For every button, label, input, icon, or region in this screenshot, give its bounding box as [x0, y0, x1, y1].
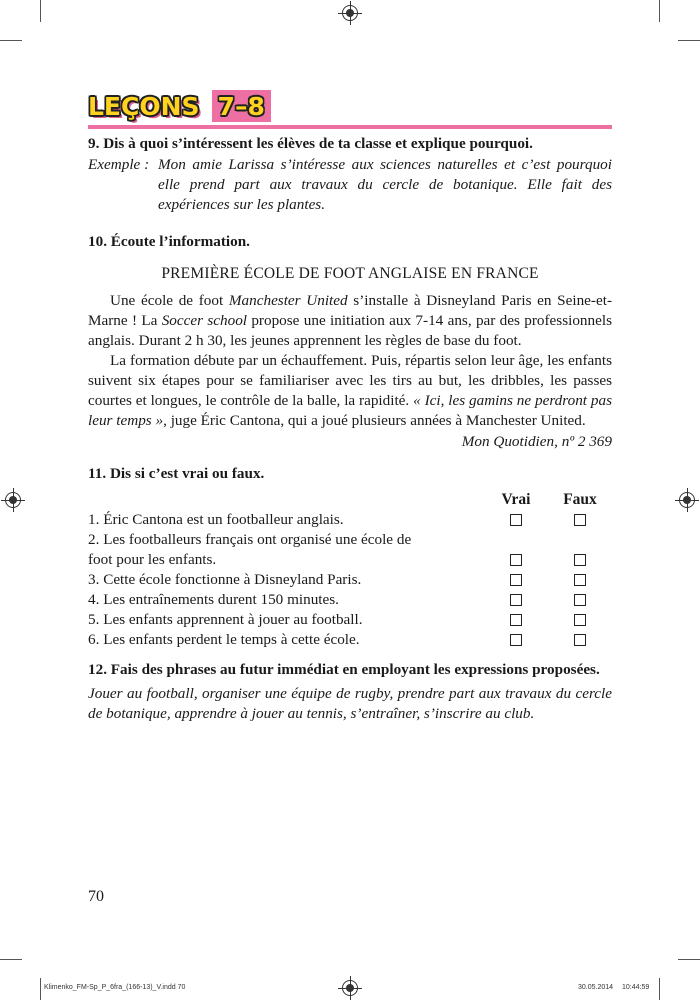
text-span: , juge Éric Cantona, qui a joué plusieurs années à Manchester United. — [163, 412, 586, 429]
true-checkbox[interactable] — [510, 514, 522, 526]
crop-mark-top-left-h — [0, 40, 22, 41]
statement-text: 1. Éric Cantona est un footballeur anglais. — [88, 511, 344, 528]
false-checkbox[interactable] — [574, 594, 586, 606]
true-checkbox[interactable] — [510, 634, 522, 646]
crop-mark-bottom-left-h — [0, 959, 22, 960]
exercise-12-text: Jouer au football, organiser une équipe de rugby, prendre part aux travaux du cercle de botanique, apprendre à jouer au tennis, s’entraîner, s’inscrire au club. — [88, 685, 612, 722]
column-false: Faux — [563, 491, 597, 508]
text-span: La formation débute par un échauffement. Puis, répartis selon leur âge, les enfants suivent six étapes pour se familiariser avec les tirs au but, les dribbles, les passes courtes et longues, le contrôle de la balle, la rapidité. — [88, 352, 612, 409]
false-checkbox[interactable] — [574, 614, 586, 626]
page-number: 70 — [88, 888, 104, 905]
exercise-9-title: 9. Dis à quoi s’intéressent les élèves de ta classe et explique pourquoi. — [88, 135, 533, 152]
statement-row — [88, 570, 612, 590]
source-name: Mon Quotidien — [461, 433, 555, 450]
true-checkbox[interactable] — [510, 614, 522, 626]
footer-file: Klimenko_FM-Sp_P_6fra_(166-13)_V.indd 70 — [44, 984, 186, 991]
statement-text: 6. Les enfants perdent le temps à cette école. — [88, 631, 360, 648]
statement-row — [88, 630, 612, 650]
statement-row — [88, 590, 612, 610]
source-number: , nº 2 369 — [554, 433, 612, 450]
statement-text: 2. Les footballeurs français ont organisé une école de foot pour les enfants. — [88, 531, 412, 568]
registration-mark-right — [679, 492, 695, 508]
text-span: propose une initiation aux 7-14 ans, par des professionnels anglais. Durant 2 h 30, les jeunes apprennent les règles de base du foot. — [88, 312, 612, 349]
exercise-9-example — [88, 155, 612, 215]
footer-date: 30.05.2014 — [578, 984, 614, 991]
lesson-title: LEÇONS — [88, 91, 200, 121]
example-label: Exemple : — [88, 156, 150, 173]
crop-mark-top-right — [659, 0, 660, 22]
article-paragraph-1 — [88, 291, 612, 351]
page-content — [88, 134, 612, 739]
true-checkbox[interactable] — [510, 554, 522, 566]
false-checkbox[interactable] — [574, 554, 586, 566]
exercise-12-title: 12. Fais des phrases au futur immédiat en employant les expressions proposées. — [88, 661, 600, 678]
crop-mark-bottom-right — [659, 978, 660, 1000]
statement-row — [88, 530, 612, 570]
statement-text: 4. Les entraînements durent 150 minutes. — [88, 591, 339, 608]
exercise-11-title: 11. Dis si c’est vrai ou faux. — [88, 465, 265, 482]
quote: « Ici, les gamins ne perdront pas leur temps » — [88, 392, 612, 429]
article-paragraph-2 — [88, 351, 612, 431]
exercise-10-title: 10. Écoute l’information. — [88, 233, 250, 250]
crop-mark-bottom-right-h — [678, 959, 700, 960]
example-text: Mon amie Larissa s’intéresse aux sciences naturelles et c’est pourquoi elle prend part aux travaux du cercle de botanique. Elle fait des expériences sur les plantes. — [158, 156, 612, 213]
statement-row — [88, 610, 612, 630]
crop-mark-bottom-left — [40, 978, 41, 1000]
article-source — [88, 432, 612, 452]
school-name: Soccer school — [161, 312, 248, 329]
club-name: Manchester United — [228, 292, 348, 309]
false-checkbox[interactable] — [574, 634, 586, 646]
statement-text: 3. Cette école fonctionne à Disneyland Paris. — [88, 571, 362, 588]
registration-mark-top — [342, 5, 358, 21]
true-checkbox[interactable] — [510, 594, 522, 606]
footer-time: 10:44:59 — [622, 984, 650, 991]
registration-mark-left — [5, 492, 21, 508]
text-span: s’installe à Disneyland Paris en Seine-et-Marne ! La — [88, 292, 613, 329]
column-true: Vrai — [501, 491, 531, 508]
true-false-header — [88, 490, 612, 510]
header-rule — [88, 125, 612, 129]
crop-mark-top-right-h — [678, 40, 700, 41]
true-checkbox[interactable] — [510, 574, 522, 586]
article-title: PREMIÈRE ÉCOLE DE FOOT ANGLAISE EN FRANCE — [161, 265, 539, 282]
lesson-header — [88, 90, 271, 122]
lesson-range: 7–8 — [212, 90, 271, 122]
statement-row — [88, 510, 612, 530]
false-checkbox[interactable] — [574, 514, 586, 526]
crop-mark-top-left — [40, 0, 41, 22]
false-checkbox[interactable] — [574, 574, 586, 586]
text-span: Une école de foot — [110, 292, 229, 309]
registration-mark-bottom — [342, 980, 358, 996]
statement-text: 5. Les enfants apprennent à jouer au football. — [88, 611, 363, 628]
